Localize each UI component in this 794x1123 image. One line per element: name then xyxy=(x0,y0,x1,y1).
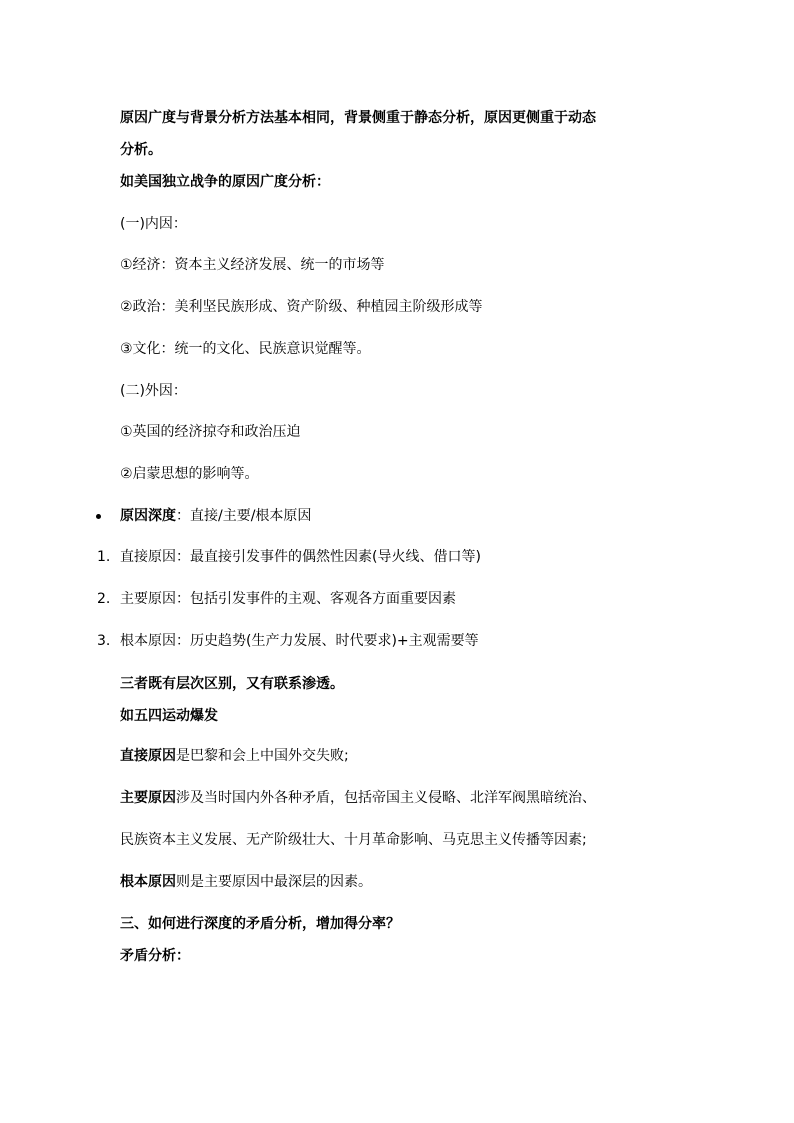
internal-item-culture: ③文化：统一的文化、民族意识觉醒等。 xyxy=(120,341,371,357)
may4-root-text: 则是主要原因中最深层的因素。 xyxy=(176,874,372,890)
bullet-icon xyxy=(96,514,101,519)
may4-heading: 如五四运动爆发 xyxy=(120,708,218,724)
depth-summary: 三者既有层次区别，又有联系渗透。 xyxy=(120,676,344,692)
may4-direct-text: 是巴黎和会上中国外交失败; xyxy=(176,748,349,764)
example-heading: 如美国独立战争的原因广度分析： xyxy=(120,174,330,190)
list-number-2: 2. xyxy=(97,591,111,607)
depth-bullet-text: ：直接/主要/根本原因 xyxy=(176,508,312,524)
internal-item-politics: ②政治：美利坚民族形成、资产阶级、种植园主阶级形成等 xyxy=(120,299,483,315)
internal-item-economy: ①经济：资本主义经济发展、统一的市场等 xyxy=(120,257,385,273)
external-item-enlightenment: ②启蒙思想的影响等。 xyxy=(120,466,259,482)
depth-bullet xyxy=(120,506,311,526)
list-item-direct: 直接原因：最直接引发事件的偶然性因素(导火线、借口等) xyxy=(120,549,481,565)
section3-heading: 三、如何进行深度的矛盾分析，增加得分率？ xyxy=(120,916,400,932)
external-item-plunder: ①英国的经济掠夺和政治压迫 xyxy=(120,424,301,440)
may4-main-continued: 民族资本主义发展、无产阶级壮大、十月革命影响、马克思主义传播等因素; xyxy=(120,832,587,848)
depth-bullet-label: 原因深度 xyxy=(120,508,176,524)
may4-root-label: 根本原因 xyxy=(120,874,176,890)
external-heading: (二)外因： xyxy=(120,383,187,399)
section3-sub: 矛盾分析： xyxy=(120,948,190,964)
may4-main xyxy=(120,788,596,808)
list-item-root: 根本原因：历史趋势(生产力发展、时代要求)+主观需要等 xyxy=(120,633,479,649)
list-number-1: 1. xyxy=(97,549,111,565)
list-number-3: 3. xyxy=(97,633,111,649)
may4-direct xyxy=(120,746,349,766)
list-item-main: 主要原因：包括引发事件的主观、客观各方面重要因素 xyxy=(120,591,456,607)
may4-direct-label: 直接原因 xyxy=(120,748,176,764)
may4-main-text: 涉及当时国内外各种矛盾，包括帝国主义侵略、北洋军阀黑暗统治、 xyxy=(176,790,596,806)
internal-heading: (一)内因： xyxy=(120,216,187,232)
may4-root xyxy=(120,872,372,892)
intro-line-1: 原因广度与背景分析方法基本相同，背景侧重于静态分析，原因更侧重于动态 xyxy=(120,110,596,126)
intro-line-2: 分析。 xyxy=(120,142,162,158)
may4-main-label: 主要原因 xyxy=(120,790,176,806)
